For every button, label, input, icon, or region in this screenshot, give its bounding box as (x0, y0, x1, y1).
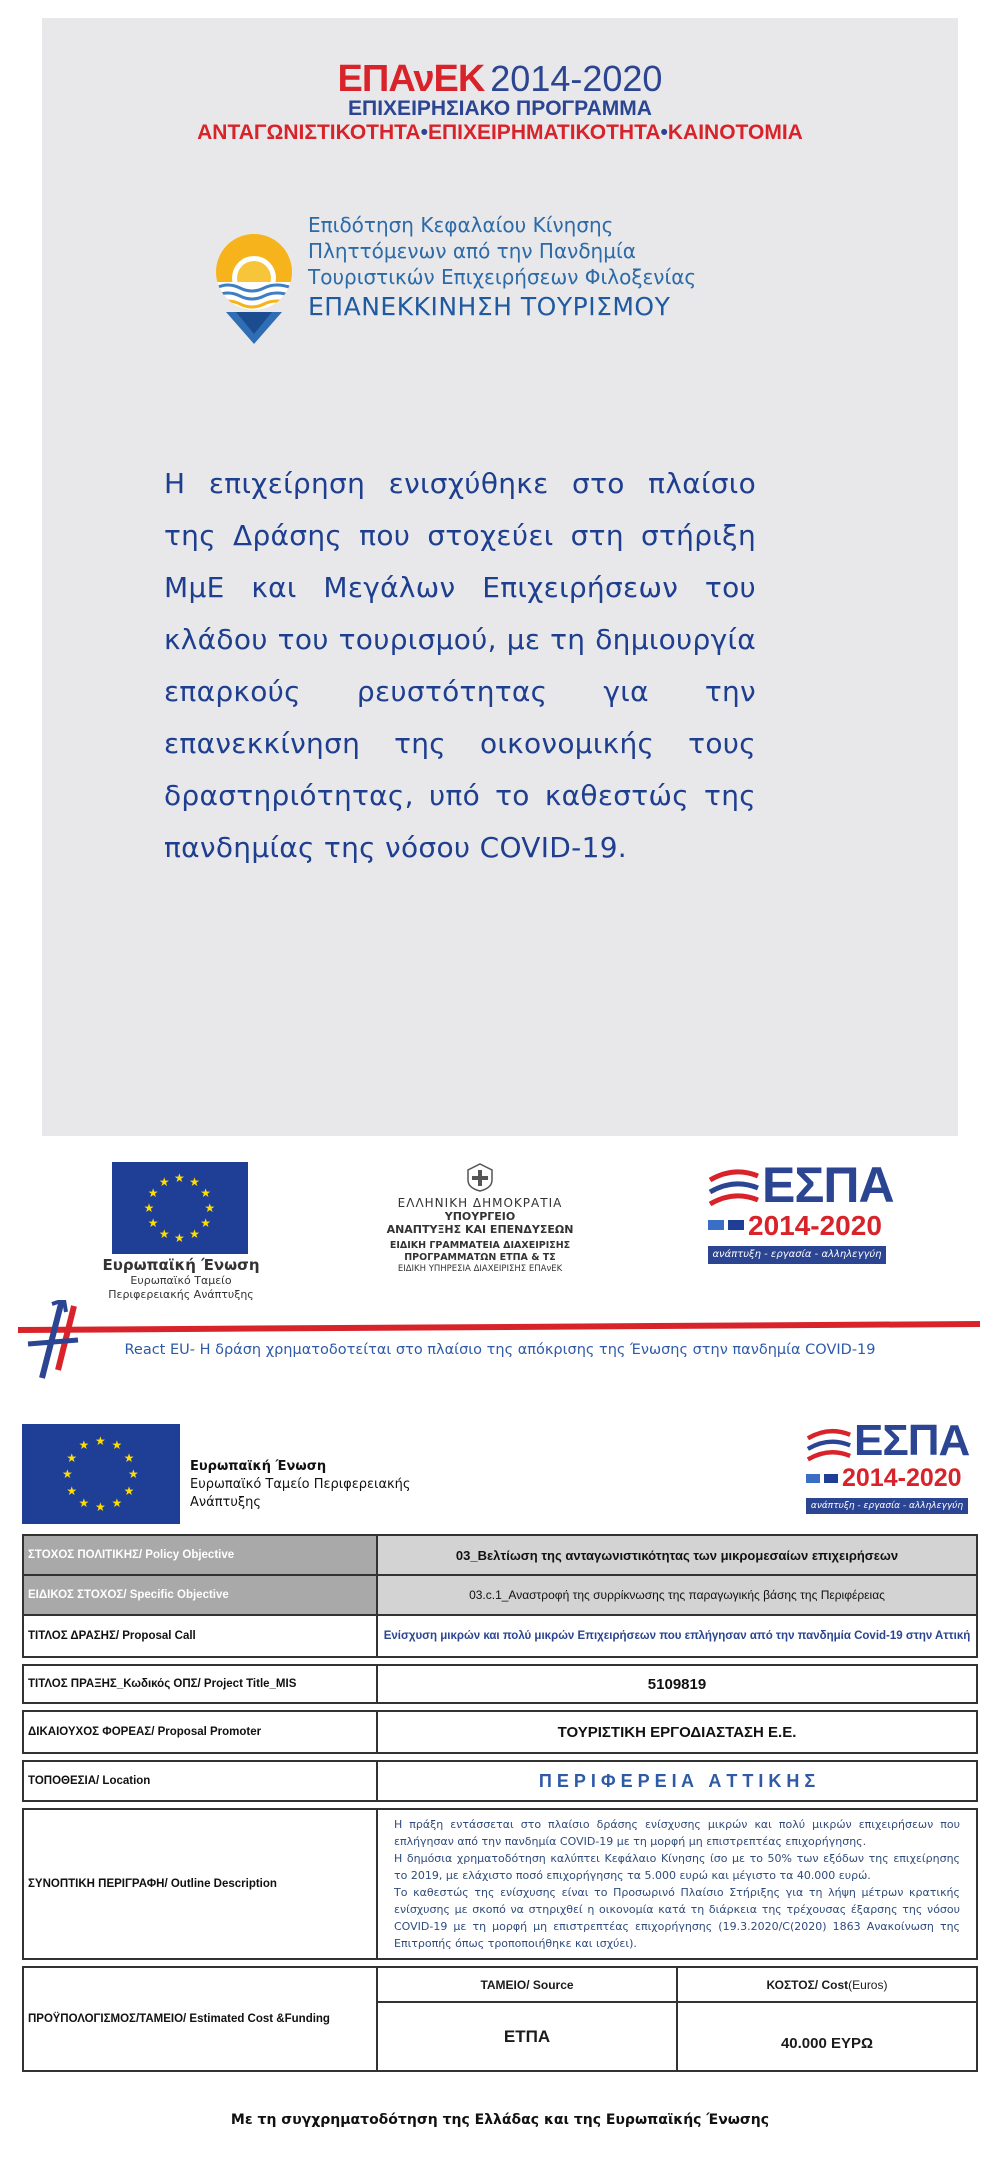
eu-caption (190, 1458, 411, 1512)
table-separator (23, 1959, 977, 1967)
ministry-service: ΕΙΔΙΚΗ ΥΠΗΡΕΣΙΑ ΔΙΑΧΕΙΡΙΣΗΣ ΕΠΑνΕΚ (397, 1264, 563, 1274)
eu-title: Ευρωπαϊκή Ένωση (190, 1459, 327, 1474)
ministry-secretariat-1: ΕΙΔΙΚΗ ΓΡΑΜΜΑΤΕΙΑ ΔΙΑΧΕΙΡΙΣΗΣ (389, 1240, 571, 1251)
table-row (23, 1575, 977, 1615)
table-row (23, 1665, 977, 1703)
eu-flag-icon (22, 1424, 180, 1524)
eu-star-icon: ★ (200, 1185, 212, 1200)
cofunding-footer: Με τη συγχρηματοδότηση της Ελλάδας και της Ευρωπαϊκής Ένωσης (230, 2112, 770, 2128)
eu-star-icon: ★ (95, 1500, 106, 1514)
budget-label: ΠΡΟΫΠΟΛΟΓΙΣΜΟΣ/ΤΑΜΕΙΟ/ Estimated Cost &Funding (23, 1967, 377, 2071)
eu-flag-icon (112, 1162, 248, 1254)
policy-objective-value: 03_Βελτίωση της ανταγωνιστικότητας των μικρομεσαίων επιχειρήσεων (377, 1535, 977, 1575)
espa-swoosh-icon (708, 1166, 760, 1216)
main-statement: Η επιχείρηση ενισχύθηκε στο πλαίσιο της Δράσης που στοχεύει στη στήριξη ΜμΕ και Μεγάλων Επιχειρήσεων του κλάδου του τουρισμού, με τη δημιουργία επαρκούς ρευστότητας για την επανεκκίνηση της οικονομικής τους δραστηριότητας, υπό το καθεστώς της πανδημίας της νόσου COVID-19. (164, 467, 756, 864)
pillar-dot: • (420, 121, 428, 144)
epanek-pillars (42, 121, 958, 145)
source-header: ΤΑΜΕΙΟ/ Source (378, 1968, 677, 2002)
table-row (23, 1615, 977, 1657)
table-row (23, 1535, 977, 1575)
espa-slogan: ανάπτυξη - εργασία - αλληλεγγύη (806, 1498, 968, 1514)
greek-flag-icon (708, 1220, 724, 1230)
table-separator (23, 1801, 977, 1809)
eu-star-icon: ★ (174, 1231, 185, 1246)
eu-star-icon: ★ (66, 1483, 78, 1498)
tourism-line-3: Τουριστικών Επιχειρήσεων Φιλοξενίας (308, 265, 697, 289)
eu-star-icon: ★ (189, 1227, 200, 1242)
eu-fund-line-1: Ευρωπαϊκό Ταμείο (130, 1274, 232, 1287)
espa-years: 2014-2020 (748, 1210, 882, 1241)
pillar-dot: • (660, 121, 668, 144)
ministry-secretariat-2: ΠΡΟΓΡΑΜΜΑΤΩΝ ΕΤΠΑ & ΤΣ (404, 1252, 556, 1263)
pillar-entrepreneurship: ΕΠΙΧΕΙΡΗΜΑΤΙΚΟΤΗΤΑ (427, 121, 661, 144)
description-paragraph: Η δημόσια χρηματοδότηση καλύπτει Κεφάλαιο Κίνησης ίσο με το 50% των εξόδων της επιχείρησης το 2019, με ελάχιστο ποσό επιχορήγησης τα 5.000 ευρώ και μέγιστο τα 40.000 ευρώ. (394, 1852, 960, 1882)
tourism-line-2: Πληττόμενων από την Πανδημία (308, 239, 636, 263)
description-paragraph: Το καθεστώς της ενίσχυσης είναι το Προσωρινό Πλαίσιο Στήριξης για τη λήψη μέτρων κρατικής ενίσχυσης με σκοπό να στηριχθεί η οικονομία κατά τη διάρκεια της τρέχουσας έξαρσης της νόσου COVID-19 με τη μορφή μη επιστρεπτέας επιχορήγησης (19.3.2020/C(2020) 1863 Ανακοίνωση της Επιτροπής όπως τροποποιήθηκε και ισχύει). (394, 1886, 960, 1950)
eu-star-icon: ★ (95, 1434, 106, 1448)
outline-description-label: ΣΥΝΟΠΤΙΚΗ ΠΕΡΙΓΡΑΦΗ/ Outline Description (23, 1809, 377, 1959)
eu-star-icon: ★ (174, 1170, 185, 1185)
project-title-value: 5109819 (377, 1665, 977, 1703)
eu-star-icon: ★ (204, 1201, 216, 1215)
eu-star-icon: ★ (147, 1185, 159, 1200)
proposal-call-value: Ενίσχυση μικρών και πολύ μικρών Επιχειρήσεων που επλήγησαν από την πανδημία Covid-19 στην Αττική (377, 1615, 977, 1657)
eu-fund-line-2: Ανάπτυξης (190, 1495, 262, 1510)
eu-star-icon: ★ (158, 1174, 170, 1189)
project-info-table (22, 1534, 978, 2072)
eu-mini-flag-icon (824, 1474, 838, 1483)
proposal-promoter-value: ΤΟΥΡΙΣΤΙΚΗ ΕΡΓΟΔΙΑΣΤΑΣΗ Ε.Ε. (377, 1711, 977, 1753)
proposal-promoter-label: ΔΙΚΑΙΟΥΧΟΣ ΦΟΡΕΑΣ/ Proposal Promoter (23, 1711, 377, 1753)
budget-subtable (378, 1968, 976, 2070)
tourism-title: ΕΠΑΝΕΚΚΙΝΗΣΗ ΤΟΥΡΙΣΜΟΥ (308, 292, 671, 321)
eu-mini-flag-icon (728, 1220, 744, 1230)
espa-name: ΕΣΠΑ (854, 1416, 970, 1465)
specific-objective-value: 03.c.1_Αναστροφή της συρρίκνωσης της παραγωγικής βάσης της Περιφέρειας (377, 1575, 977, 1615)
eu-star-icon: ★ (62, 1467, 73, 1481)
espa-logo (806, 1416, 976, 1522)
espa-slogan: ανάπτυξη - εργασία - αλληλεγγύη (708, 1246, 886, 1264)
espa-logo (708, 1157, 898, 1272)
policy-objective-label: ΣΤΟΧΟΣ ΠΟΛΙΤΙΚΗΣ/ Policy Objective (23, 1535, 377, 1575)
eu-star-icon: ★ (111, 1438, 123, 1453)
ministry-republic: ΕΛΛΗΝΙΚΗ ΔΗΜΟΚΡΑΤΙΑ (397, 1196, 563, 1210)
ministry-name-2: ΑΝΑΠΤΥΞΗΣ ΚΑΙ ΕΠΕΝΔΥΣΕΩΝ (386, 1223, 574, 1236)
tourism-text-block (268, 212, 696, 324)
eu-star-icon: ★ (111, 1495, 123, 1510)
eu-star-icon: ★ (128, 1467, 139, 1481)
cost-value: 40.000 ΕΥΡΩ (780, 2035, 874, 2052)
greek-emblem-icon (466, 1162, 494, 1192)
eu-title: Ευρωπαϊκή Ένωση (102, 1256, 260, 1274)
epanek-logo (42, 58, 958, 145)
project-title-label: ΤΙΤΛΟΣ ΠΡΑΞΗΣ_Κωδικός ΟΠΣ/ Project Title_MIS (23, 1665, 377, 1703)
react-eu-text: React EU- Η δράση χρηματοδοτείται στο πλαίσιο της απόκρισης της Ένωσης στην πανδημία COVID-19 (124, 1342, 876, 1358)
epanek-years: 2014-2020 (490, 58, 663, 99)
eu-star-icon: ★ (123, 1483, 135, 1498)
greek-flag-icon (806, 1474, 820, 1483)
description-paragraph: Η πράξη εντάσσεται στο πλαίσιο δράσης ενίσχυσης μικρών και πολύ μικρών επιχειρήσεων που επλήγησαν από την πανδημία COVID-19 με τη μορφή μη επιστρεπτέας επιχορήγησης. (394, 1818, 960, 1848)
proposal-call-label: ΤΙΤΛΟΣ ΔΡΑΣΗΣ/ Proposal Call (23, 1615, 377, 1657)
cost-header (677, 1968, 976, 2002)
eu-star-icon: ★ (189, 1174, 200, 1189)
eu-star-icon: ★ (78, 1495, 90, 1510)
source-value: ΕΤΠΑ (378, 2002, 677, 2070)
table-row (23, 1967, 977, 2071)
cost-header-unit: (Euros) (848, 1977, 888, 1992)
table-separator (23, 1703, 977, 1711)
location-value: Π Ε Ρ Ι Φ Ε Ρ Ε Ι Α Α Τ Τ Ι Κ Η Σ (377, 1761, 977, 1801)
espa-years: 2014-2020 (842, 1464, 962, 1492)
outline-description-value (377, 1809, 977, 1959)
eu-fund-line-1: Ευρωπαϊκό Ταμείο Περιφερειακής (190, 1477, 411, 1492)
pillar-innovation: ΚΑΙΝΟΤΟΜΙΑ (667, 121, 803, 144)
location-label: ΤΟΠΟΘΕΣΙΑ/ Location (23, 1761, 377, 1801)
ministry-logo (360, 1160, 600, 1275)
eu-caption (96, 1256, 266, 1302)
table-row (23, 1809, 977, 1959)
table-row (23, 1761, 977, 1801)
table-separator (23, 1753, 977, 1761)
table-row (23, 1711, 977, 1753)
react-eu-bar (18, 1300, 980, 1380)
pillar-competitiveness: ΑΝΤΑΓΩΝΙΣΤΙΚΟΤΗΤΑ (197, 121, 421, 144)
epanek-subtitle: ΕΠΙΧΕΙΡΗΣΙΑΚΟ ΠΡΟΓΡΑΜΜΑ (348, 97, 652, 120)
espa-name: ΕΣΠΑ (762, 1157, 894, 1213)
cost-header-label: ΚΟΣΤΟΣ/ Cost (766, 1977, 849, 1992)
eu-star-icon: ★ (123, 1450, 135, 1465)
ministry-name-1: ΥΠΟΥΡΓΕΙΟ (444, 1210, 516, 1223)
tourism-line-1: Επιδότηση Κεφαλαίου Κίνησης (308, 213, 614, 237)
epanek-name: ΕΠΑνΕΚ (337, 58, 485, 100)
eu-star-icon: ★ (143, 1201, 155, 1215)
specific-objective-label: ΕΙΔΙΚΟΣ ΣΤΟΧΟΣ/ Specific Objective (23, 1575, 377, 1615)
eu-fund-line-2: Περιφερειακής Ανάπτυξης (108, 1288, 254, 1301)
budget-cell (377, 1967, 977, 2071)
eu-star-icon: ★ (66, 1450, 78, 1465)
eu-star-icon: ★ (200, 1216, 212, 1231)
eu-star-icon: ★ (78, 1438, 90, 1453)
table-separator (23, 1657, 977, 1665)
eu-star-icon: ★ (147, 1216, 159, 1231)
eu-star-icon: ★ (158, 1227, 170, 1242)
